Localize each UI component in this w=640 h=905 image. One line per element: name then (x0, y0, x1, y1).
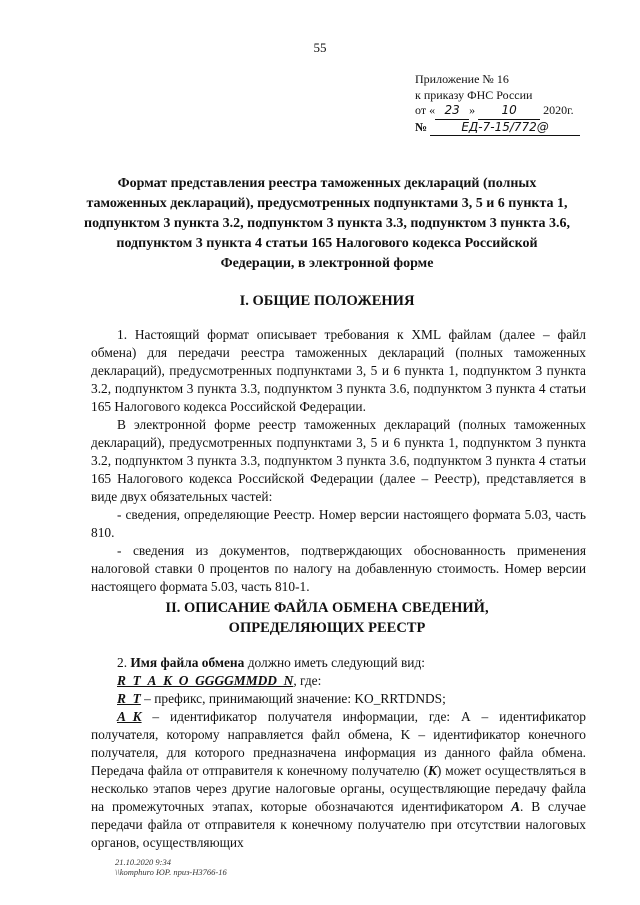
appendix-block (415, 72, 615, 136)
paragraph-4: - сведения из документов, подтверждающих обоснованность применения налоговой ставки 0 процентов по налогу на добавленную стоимость. Номер версии настоящего формата 5.03, часть 810-1. (91, 543, 586, 594)
appendix-order: к приказу ФНС России (415, 87, 533, 102)
appendix-title: Приложение № 16 (415, 72, 509, 86)
date-year: 2020г. (543, 103, 574, 117)
filename-pattern: R_T_A_K_O_GGGGMMDD_N, где: (117, 673, 322, 688)
section-2-heading: II. ОПИСАНИЕ ФАЙЛА ОБМЕНА СВЕДЕНИЙ, ОПРЕДЕЛЯЮЩИХ РЕЕСТР (165, 600, 489, 636)
paragraph-5: 2. Имя файла обмена должно иметь следующий вид: (117, 655, 425, 670)
section-1-body (91, 326, 586, 596)
section-2-body (91, 654, 586, 852)
appendix-date: от « 23 » 10 2020г. (415, 103, 615, 120)
paragraph-2: В электронной форме реестр таможенных деклараций (полных таможенных деклараций), предусмотренных подпунктами 3, 5 и 6 пункта 1, подпунктом 3 пункта 3.2, подпунктом 3 пункта 3.3, подпунктом 3 пункта 3.6, подпунктом 3 пункта 4 статьи 165 Налогового кодекса Российской Федерации (далее – Реестр), представляется в виде двух обязательных частей: (91, 417, 586, 504)
print-stamp: 21.10.2020 9:34 \\komphuro ЮР. приз-Н3766-16 (115, 857, 227, 877)
date-month: 10 (478, 103, 540, 120)
appendix-number: № ЕД-7-15/772@ (415, 120, 615, 137)
paragraph-1: 1. Настоящий формат описывает требования к XML файлам (далее – файл обмена) для передачи реестра таможенных деклараций (полных таможенных деклараций), предусмотренных подпунктами 3, 5 и 6 пункта 1, подпунктом 3 пункта 3.2, подпунктом 3 пункта 3.3, подпунктом 3 пункта 3.6, подпунктом 3 пункта 4 статьи 165 Налогового кодекса Российской Федерации. (91, 327, 586, 414)
order-number: ЕД-7-15/772@ (430, 120, 580, 137)
section-1-heading: I. ОБЩИЕ ПОЛОЖЕНИЯ (239, 293, 415, 309)
paragraph-3: - сведения, определяющие Реестр. Номер версии настоящего формата 5.03, часть 810. (91, 507, 586, 540)
page-number: 55 (313, 40, 327, 55)
prefix-definition: R_T – префикс, принимающий значение: KO_RRTDNDS; (117, 691, 446, 706)
document-title: Формат представления реестра таможенных деклараций (полных таможенных деклараций), предусмотренных подпунктами 3, 5 и 6 пункта 1, подпунктом 3 пункта 3.2, подпунктом 3 пункта 3.3, подпунктом 3 пункта 3.6, подпунктом 3 пункта 4 статьи 165 Налогового кодекса Российской Федерации, в электронной форме (84, 176, 570, 271)
date-day: 23 (435, 103, 469, 120)
recipient-definition: A_K – идентификатор получателя информации, где: А – идентификатор получателя, которому направляется файл обмена, K – идентификатор конечного получателя, для которого предназначена информация из данного файла обмена. Передача файла от отправителя к конечному получателю (K) может осуществляться в несколько этапов через другие налоговые органы, осуществляющие передачу файла на промежуточных этапах, которые обозначаются идентификатором А. В случае передачи файла от отправителя к конечному получателю при отсутствии налоговых органов, осуществляющих (91, 709, 586, 850)
